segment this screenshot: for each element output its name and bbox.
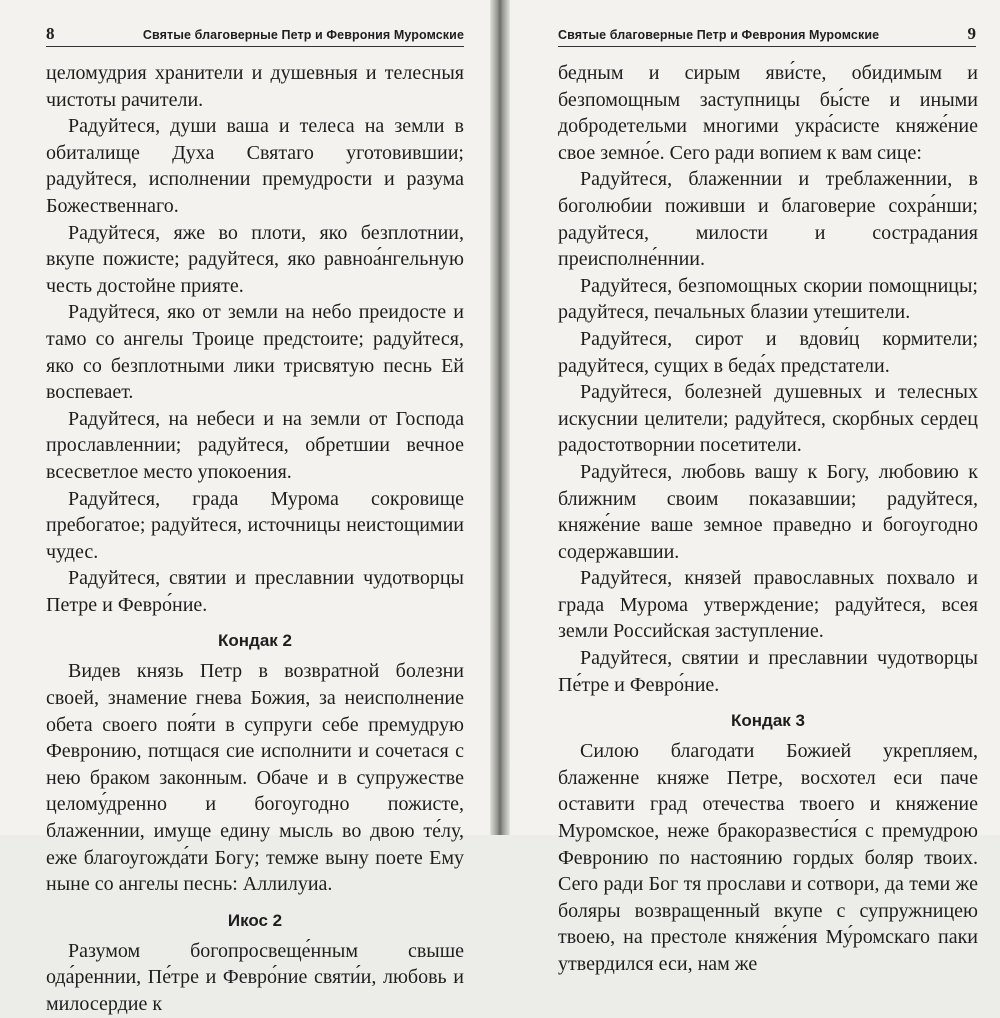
paragraph: Радуйтеся, любовь вашу к Богу, любовию к ближним своим показавшии; радуйтеся, княже́ние ваше земное праведно и богоугодно содержавшии. bbox=[558, 460, 978, 563]
paragraph: Радуйтеся, святии и преславнии чудотворцы Пе́тре и Февро́ние. bbox=[558, 647, 978, 696]
paragraph: Радуйтеся, безпомощных скории помощницы; радуйтеся, печальных блазии утешители. bbox=[558, 274, 978, 324]
paragraph: бедным и сирым яви́сте, обидимым и безпомощным заступницы бы́сте и иными добродетельми многими укра́систе княже́ние свое земно́е. Сего ради вопием к вам сице: bbox=[558, 62, 978, 164]
ikos-2-heading: Икос 2 bbox=[227, 910, 283, 930]
paragraph: целомудрия хранители и душевныя и телесныя чистоты рачители. bbox=[46, 62, 464, 111]
kontak-2-text: Видев князь Петр в возвратной болезни своей, знамение гнева Божия, за неисполнение обета своего поя́ти в супруги себе премудрую Февронию, потщася сие исполнити и сочетася с нею браком законным. Обаче и в супружестве целому́дренно и богоугодно пожисте, блаженнии, имуще едину мысль во двою те́лу, еже благоугожда́ти Богу; темже выну поете Ему ныне со ангелы песнь: Аллилуиа. bbox=[46, 660, 464, 896]
kontak-3-heading: Кондак 3 bbox=[731, 711, 805, 731]
paragraph: Радуйтеся, на небеси и на земли от Господа прославленнии; радуйтеся, обретшии вечное всесветлое место упокоения. bbox=[46, 407, 464, 483]
paragraph: Радуйтеся, души ваша и телеса на земли в обиталище Духа Святаго уготовившии; радуйтеся, исполнении премудрости и разума Божественнаго. bbox=[46, 115, 464, 217]
paragraph: Радуйтеся, святии и преславнии чудотворцы Петре и Февро́ние. bbox=[46, 567, 464, 616]
right-page-body bbox=[558, 60, 978, 978]
right-page-header bbox=[558, 20, 976, 47]
book-gutter bbox=[490, 0, 510, 835]
left-page-body bbox=[46, 60, 464, 1018]
right-running-title: Святые благоверные Петр и Феврония Муромские bbox=[558, 28, 880, 42]
paragraph: Радуйтеся, сирот и вдови́ц кормители; радуйтеся, сущих в беда́х предстатели. bbox=[558, 327, 978, 377]
left-running-title: Святые благоверные Петр и Феврония Муромские bbox=[142, 28, 464, 42]
paragraph: Радуйтеся, яко от земли на небо преидосте и тамо со ангелы Троице предстоите; радуйтеся, яко со безплотными лики трисвятую песнь Ей воспевает. bbox=[46, 301, 464, 404]
paragraph: Радуйтеся, блаженнии и треблаженнии, в боголюбии поживши и благоверие сохра́нши; радуйтеся, милости и сострадания преисполне́ннии. bbox=[558, 168, 978, 271]
paragraph: Радуйтеся, яже во плоти, яко безплотнии, вкупе пожисте; радуйтеся, яко равноа́нгельную честь достойне прияте. bbox=[46, 221, 464, 297]
paragraph: Радуйтеся, князей православных похвало и града Мурома утверждение; радуйтеся, всея земли Российская заступление. bbox=[558, 567, 978, 643]
left-page-header bbox=[46, 20, 464, 47]
right-page bbox=[510, 0, 1000, 975]
paragraph: Радуйтеся, града Мурома сокровище пребогатое; радуйтеся, источницы неистощимии чудес. bbox=[46, 487, 464, 563]
kontak-2-heading: Кондак 2 bbox=[218, 631, 292, 651]
left-page bbox=[0, 0, 490, 1015]
kontak-3-text: Силою благодати Божией укрепляем, блаженне княже Петре, восхотел еси паче оставити град отечества твоего и княжение Муромское, неже бракоразвести́ся с премудрою Февронию по настоянию гордых боляр твоих. Сего ради Бог тя прослави и сотвори, да теми же боляры возвращенный вкупе с супружницею твоею, на престоле княже́ния Му́ромскаго паки утвердился еси, нам же bbox=[558, 740, 978, 975]
right-page-number: 9 bbox=[967, 24, 976, 43]
ikos-2-text: Разумом богопросвеще́нным свыше ода́реннии, Пе́тре и Февро́ние святи́и, любовь и милосердие к bbox=[46, 939, 464, 1015]
left-page-number: 8 bbox=[46, 24, 55, 43]
paragraph: Радуйтеся, болезней душевных и телесных искуснии целители; радуйтеся, скорбных сердец радостотворнии посетители. bbox=[558, 381, 978, 457]
